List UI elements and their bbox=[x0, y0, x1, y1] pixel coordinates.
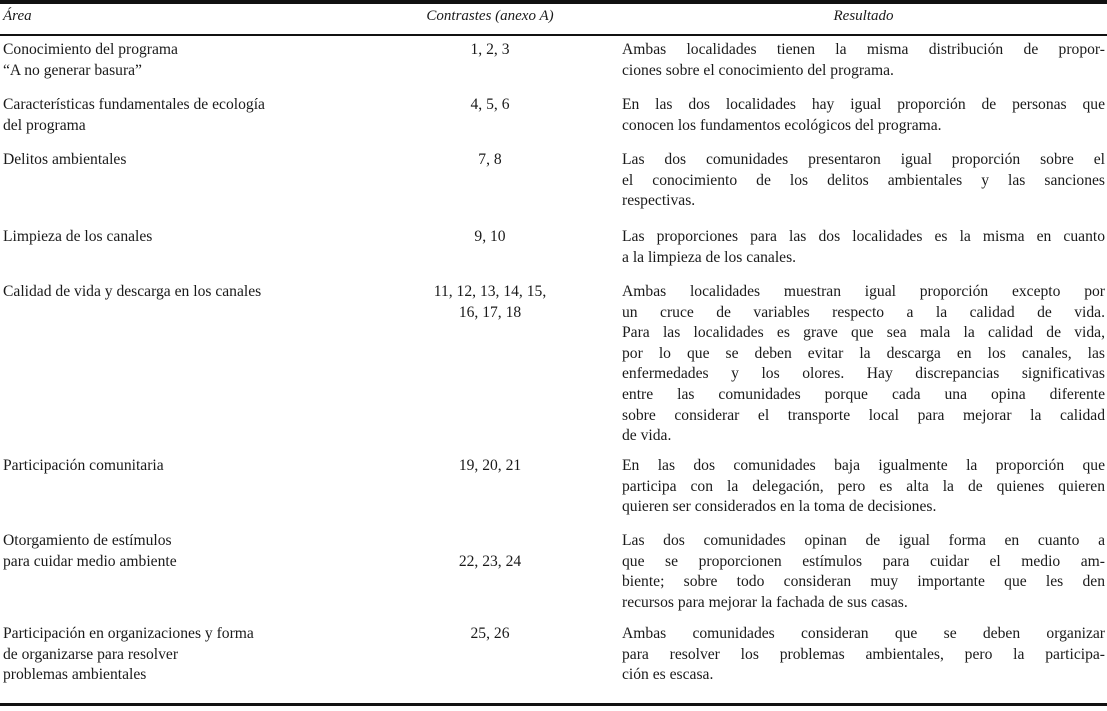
top-rule bbox=[0, 0, 1107, 4]
header-contrastes: Contrastes (anexo A) bbox=[426, 8, 554, 24]
contrastes-cell bbox=[380, 456, 600, 477]
resultado-cell bbox=[622, 95, 1105, 136]
cell-line: 11, 12, 13, 14, 15, bbox=[433, 283, 547, 300]
resultado-cell bbox=[622, 531, 1105, 613]
cell-line: problemas ambientales bbox=[3, 666, 147, 684]
contrastes-cell bbox=[380, 40, 600, 61]
cell-line: Para las localidades es grave que sea mala la calidad de vida, bbox=[622, 324, 1105, 342]
cell-line: Conocimiento del programa bbox=[3, 41, 178, 58]
cell-line: 25, 26 bbox=[470, 625, 510, 642]
cell-line: Participación comunitaria bbox=[3, 457, 164, 474]
cell-line: “A no generar basura” bbox=[3, 61, 142, 79]
cell-line: Delitos ambientales bbox=[3, 151, 127, 168]
cell-line bbox=[380, 531, 600, 552]
area-cell bbox=[3, 456, 403, 477]
contrastes-cell bbox=[380, 282, 600, 323]
resultado-cell bbox=[622, 150, 1105, 212]
cell-line: Ambas comunidades consideran que se deben organizar bbox=[622, 625, 1105, 642]
area-cell bbox=[3, 227, 403, 248]
resultado-cell bbox=[622, 282, 1105, 447]
resultado-cell bbox=[622, 227, 1105, 268]
cell-line: 9, 10 bbox=[474, 228, 506, 245]
cell-line: Participación en organizaciones y forma bbox=[3, 625, 254, 642]
cell-line: sobre considerar el transporte local para mejorar la calidad bbox=[622, 406, 1105, 424]
cell-line: Las proporciones para las dos localidades es la misma en cuanto bbox=[622, 228, 1105, 245]
cell-line: biente; sobre todo consideran muy importante que les den bbox=[622, 573, 1105, 591]
cell-line: por lo que se deben evitar la descarga en los canales, las bbox=[622, 344, 1105, 362]
header-rule bbox=[0, 34, 1107, 36]
cell-line: a la limpieza de los canales. bbox=[622, 248, 797, 266]
resultado-cell bbox=[622, 456, 1105, 518]
contrastes-cell bbox=[380, 624, 600, 645]
cell-line: para resolver los problemas ambientales, pero la participa- bbox=[622, 645, 1105, 663]
contrastes-cell bbox=[380, 95, 600, 116]
cell-line: Ambas localidades tienen la misma distribución de propor- bbox=[622, 41, 1105, 58]
area-cell bbox=[3, 282, 403, 303]
cell-line: un cruce de variables respecto a la calidad de vida. bbox=[622, 303, 1105, 321]
cell-line: conocen los fundamentos ecológicos del programa. bbox=[622, 116, 942, 134]
cell-line: 7, 8 bbox=[478, 151, 502, 168]
cell-line: ción es escasa. bbox=[622, 666, 714, 684]
cell-line: enfermedades y los olores. Hay discrepancias significativas bbox=[622, 365, 1105, 383]
resultado-cell bbox=[622, 624, 1105, 686]
cell-line: participa con la delegación, pero es alta la de quienes quieren bbox=[622, 477, 1105, 495]
cell-line: Características fundamentales de ecología bbox=[3, 96, 265, 113]
area-cell bbox=[3, 624, 403, 686]
contrastes-cell bbox=[380, 227, 600, 248]
cell-line: Ambas localidades muestran igual proporción excepto por bbox=[622, 283, 1105, 300]
cell-line: respectivas. bbox=[622, 192, 696, 210]
cell-line: Calidad de vida y descarga en los canales bbox=[3, 283, 262, 300]
cell-line: para cuidar medio ambiente bbox=[3, 552, 177, 570]
cell-line: ciones sobre el conocimiento del programa. bbox=[622, 61, 894, 79]
area-cell bbox=[3, 95, 403, 136]
cell-line: Las dos comunidades presentaron igual proporción sobre el bbox=[622, 151, 1105, 168]
area-cell bbox=[3, 531, 403, 572]
cell-line: Las dos comunidades opinan de igual forma en cuanto a bbox=[622, 532, 1105, 549]
contrastes-cell bbox=[380, 150, 600, 171]
cell-line: Otorgamiento de estímulos bbox=[3, 532, 172, 549]
cell-line: 22, 23, 24 bbox=[458, 552, 522, 570]
cell-line: del programa bbox=[3, 116, 86, 134]
area-cell bbox=[3, 150, 403, 171]
bottom-rule bbox=[0, 703, 1107, 706]
cell-line: que se proporcionen estímulos para cuidar el medio am- bbox=[622, 552, 1105, 570]
cell-line: quieren ser considerados en la toma de decisiones. bbox=[622, 498, 937, 516]
cell-line: Limpieza de los canales bbox=[3, 228, 153, 245]
cell-line: entre las comunidades porque cada una opina diferente bbox=[622, 385, 1105, 403]
cell-line: de vida. bbox=[622, 427, 672, 445]
area-cell bbox=[3, 40, 403, 81]
header-area: Área bbox=[3, 8, 32, 24]
cell-line: En las dos localidades hay igual proporción de personas que bbox=[622, 96, 1105, 113]
resultado-cell bbox=[622, 40, 1105, 81]
cell-line: 1, 2, 3 bbox=[470, 41, 510, 58]
cell-line: 19, 20, 21 bbox=[458, 457, 522, 474]
cell-line: 4, 5, 6 bbox=[470, 96, 510, 113]
header-resultado: Resultado bbox=[833, 8, 894, 24]
cell-line: el conocimiento de los delitos ambientales y las sanciones bbox=[622, 171, 1105, 189]
cell-line: En las dos comunidades baja igualmente la proporción que bbox=[622, 457, 1105, 474]
cell-line: 16, 17, 18 bbox=[458, 303, 522, 321]
cell-line: recursos para mejorar la fachada de sus casas. bbox=[622, 593, 908, 611]
cell-line: de organizarse para resolver bbox=[3, 645, 179, 663]
contrastes-cell bbox=[380, 531, 600, 572]
